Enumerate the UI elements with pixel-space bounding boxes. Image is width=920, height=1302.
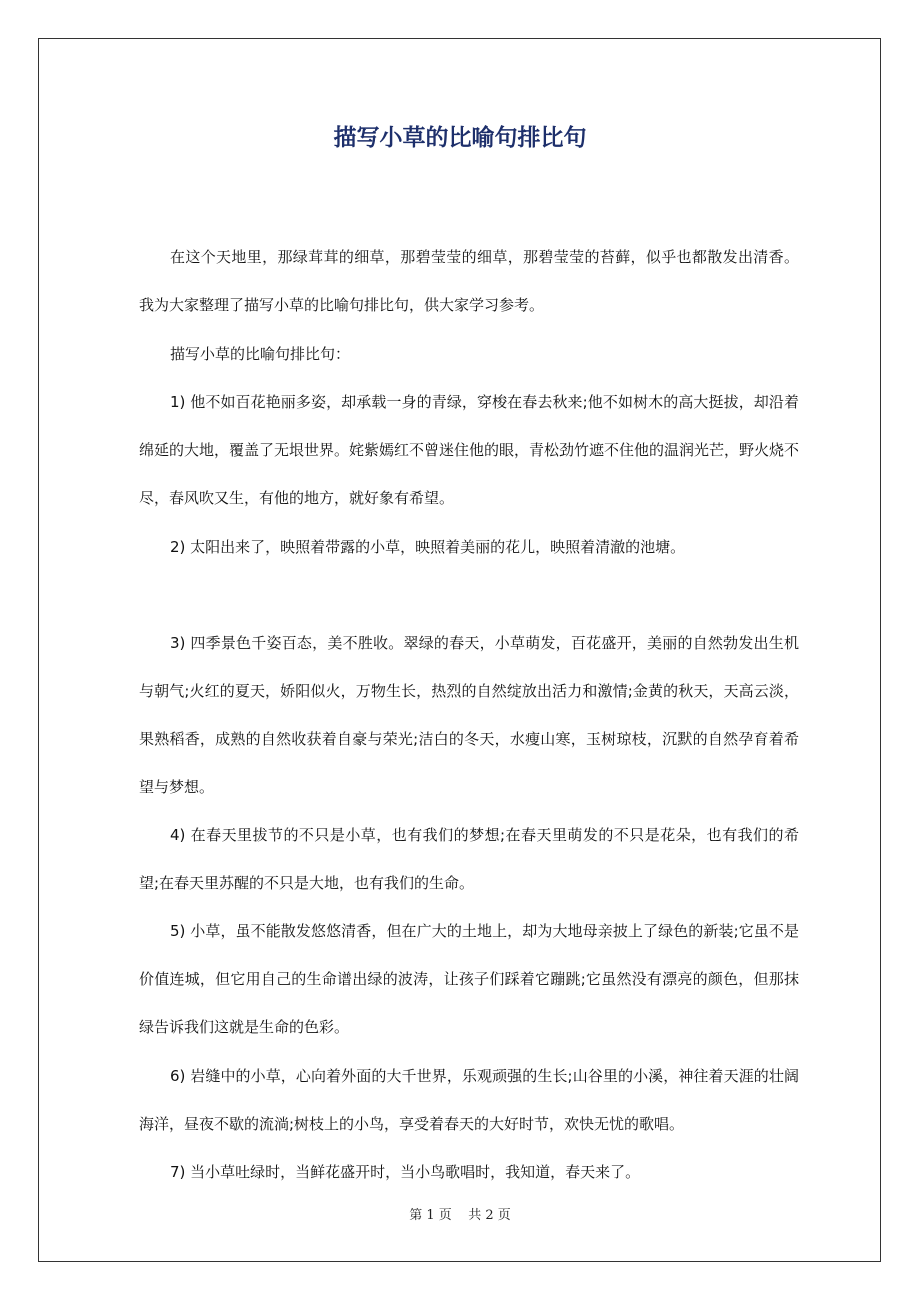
page-number-footer: 第 1 页 共 2 页 xyxy=(409,1208,511,1223)
paragraph-item-6: 6) 岩缝中的小草，心向着外面的大千世界，乐观顽强的生长;山谷里的小溪，神往着天涯的壮阔海洋，昼夜不歇的流淌;树枝上的小鸟，享受着春天的大好时节，欢快无忧的歌唱。 xyxy=(139,1067,799,1133)
paragraph-item-1: 1) 他不如百花艳丽多姿，却承载一身的青绿，穿梭在春去秋来;他不如树木的高大挺拔，却沿着绵延的大地，覆盖了无垠世界。姹紫嫣红不曾迷住他的眼，青松劲竹遮不住他的温润光芒，野火烧不尽，春风吹又生，有他的地方，就好象有希望。 xyxy=(139,393,800,507)
paragraph-item-7: 7) 当小草吐绿时，当鲜花盛开时，当小鸟歌唱时，我知道，春天来了。 xyxy=(170,1163,641,1181)
paragraph-heading: 描写小草的比喻句排比句： xyxy=(170,345,351,363)
paragraph-item-4: 4) 在春天里拔节的不只是小草，也有我们的梦想;在春天里萌发的不只是花朵，也有我们的希望;在春天里苏醒的不只是大地，也有我们的生命。 xyxy=(139,826,799,892)
paragraph-item-2: 2) 太阳出来了，映照着带露的小草，映照着美丽的花儿，映照着清澈的池塘。 xyxy=(170,538,686,556)
paragraph-item-5: 5) 小草，虽不能散发悠悠清香，但在广大的土地上，却为大地母亲披上了绿色的新装;它虽不是价值连城，但它用自己的生命谱出绿的波涛，让孩子们踩着它蹦跳;它虽然没有漂亮的颜色，但那抹绿告诉我们这就是生命的色彩。 xyxy=(139,922,799,1036)
document-title: 描写小草的比喻句排比句 xyxy=(333,125,587,151)
paragraph-item-3: 3) 四季景色千姿百态，美不胜收。翠绿的春天，小草萌发，百花盛开，美丽的自然勃发出生机与朝气;火红的夏天，娇阳似火，万物生长，热烈的自然绽放出活力和激情;金黄的秋天，天高云淡，果熟稻香，成熟的自然收获着自豪与荣光;洁白的冬天，水瘦山寒，玉树琼枝，沉默的自然孕育着希望与梦想。 xyxy=(139,634,799,796)
paragraph-intro: 在这个天地里，那绿茸茸的细草，那碧莹莹的细草，那碧莹莹的苔藓，似乎也都散发出清香。我为大家整理了描写小草的比喻句排比句，供大家学习参考。 xyxy=(139,248,799,314)
